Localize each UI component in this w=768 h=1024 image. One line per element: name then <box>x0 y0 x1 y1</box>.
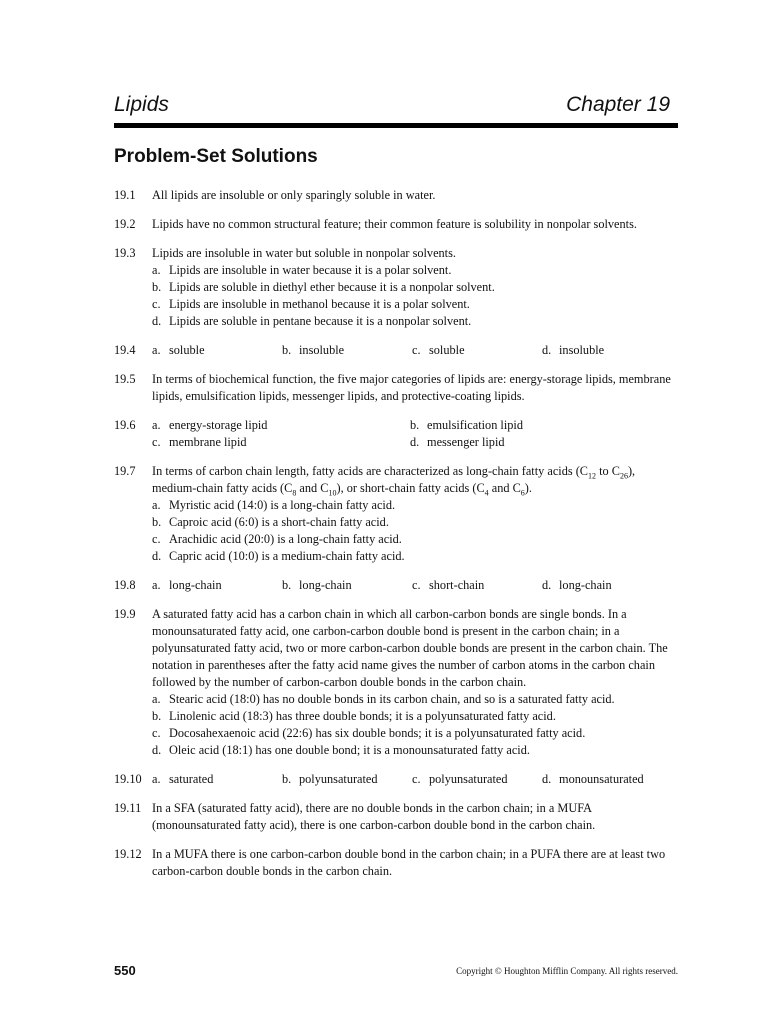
problem-number: 19.8 <box>114 578 136 592</box>
header-rule <box>114 123 678 128</box>
problem-19-9 <box>114 606 678 759</box>
answer-item: a. long-chain <box>152 578 222 592</box>
problem-list <box>114 187 678 892</box>
problem-19-8 <box>114 577 678 594</box>
page-number: 550 <box>114 963 136 978</box>
answer-item: c. short-chain <box>412 578 485 592</box>
answer-item: c. soluble <box>412 343 465 357</box>
answer-item: a. Stearic acid (18:0) has no double bonds in its carbon chain, and so is a saturated fatty acid. <box>152 692 615 706</box>
header-topic: Lipids <box>114 93 169 116</box>
answer-item: b. Linolenic acid (18:3) has three double bonds; it is a polyunsaturated fatty acid. <box>152 709 556 723</box>
problem-text: In a SFA (saturated fatty acid), there are no double bonds in the carbon chain; in a MUFA (monounsaturated fatty acid), there is one carbon-carbon double bond in the carbon chain. <box>152 801 596 832</box>
problem-text: In terms of carbon chain length, fatty acids are characterized as long-chain fatty acids ($C_{12}$ to $C_{26}$), medium-chain fatty acids ($C_8$ and $C_{10}$), or short-chain fatty acids ($C_4$ and $C_6$). <box>152 464 636 498</box>
answer-item: c. Arachidic acid (20:0) is a long-chain fatty acid. <box>152 532 402 546</box>
answer-item: a. soluble <box>152 343 205 357</box>
problem-number: 19.10 <box>114 772 142 786</box>
answer-item: d. Oleic acid (18:1) has one double bond; it is a monounsaturated fatty acid. <box>152 743 530 757</box>
answer-item: c. Docosahexaenoic acid (22:6) has six double bonds; it is a polyunsaturated fatty acid. <box>152 726 586 740</box>
problem-text: In terms of biochemical function, the five major categories of lipids are: energy-storage lipids, membrane lipids, emulsification lipids, messenger lipids, and protective-coating lipids. <box>152 372 671 403</box>
answer-item: b. Caproic acid (6:0) is a short-chain fatty acid. <box>152 515 389 529</box>
problem-number: 19.11 <box>114 801 142 815</box>
answer-item: b. insoluble <box>282 343 345 357</box>
answer-item: d. long-chain <box>542 578 612 592</box>
problem-text: Lipids have no common structural feature; their common feature is solubility in nonpolar solvents. <box>152 217 637 231</box>
problem-19-2 <box>114 216 678 233</box>
problem-number: 19.2 <box>114 217 136 231</box>
problem-number: 19.5 <box>114 372 136 386</box>
problem-text: All lipids are insoluble or only sparingly soluble in water. <box>152 188 436 202</box>
problem-number: 19.3 <box>114 246 136 260</box>
answer-item: a. energy-storage lipid <box>152 418 268 432</box>
problem-number: 19.4 <box>114 343 136 357</box>
problem-19-1 <box>114 187 678 204</box>
answer-item: d. monounsaturated <box>542 772 644 786</box>
answer-item: d. Lipids are soluble in pentane because it is a nonpolar solvent. <box>152 314 472 328</box>
problem-19-10 <box>114 771 678 788</box>
problem-number: 19.1 <box>114 188 136 202</box>
answer-item: a. Myristic acid (14:0) is a long-chain fatty acid. <box>152 498 396 512</box>
answer-item: d. insoluble <box>542 343 605 357</box>
answer-item: d. messenger lipid <box>410 435 505 449</box>
answer-item: d. Capric acid (10:0) is a medium-chain fatty acid. <box>152 549 405 563</box>
problem-19-7 <box>114 463 678 565</box>
answer-item: c. polyunsaturated <box>412 772 508 786</box>
answer-item: a. saturated <box>152 772 214 786</box>
problem-19-11 <box>114 800 678 834</box>
problem-19-6 <box>114 417 678 451</box>
problem-19-12 <box>114 846 678 880</box>
problem-19-3 <box>114 245 678 330</box>
problem-19-4 <box>114 342 678 359</box>
copyright-notice: Copyright © Houghton Mifflin Company. All rights reserved. <box>456 966 678 976</box>
problem-number: 19.12 <box>114 847 142 861</box>
problem-number: 19.9 <box>114 607 136 621</box>
answer-item: b. Lipids are soluble in diethyl ether because it is a nonpolar solvent. <box>152 280 495 294</box>
problem-text: Lipids are insoluble in water but soluble in nonpolar solvents. <box>152 246 456 260</box>
problem-number: 19.7 <box>114 464 136 478</box>
answer-item: b. polyunsaturated <box>282 772 378 786</box>
answer-item: b. emulsification lipid <box>410 418 523 432</box>
page-header <box>114 93 678 123</box>
answer-item: c. membrane lipid <box>152 435 247 449</box>
answer-item: c. Lipids are insoluble in methanol because it is a polar solvent. <box>152 297 470 311</box>
problem-text: In a MUFA there is one carbon-carbon double bond in the carbon chain; in a PUFA there are at least two carbon-carbon double bonds in the carbon chain. <box>152 847 666 878</box>
answer-item: b. long-chain <box>282 578 352 592</box>
header-chapter: Chapter 19 <box>566 93 670 116</box>
problem-number: 19.6 <box>114 418 136 432</box>
problem-text: A saturated fatty acid has a carbon chain in which all carbon-carbon bonds are single bonds. In a monounsaturated fatty acid, one carbon-carbon double bond is present in the carbon chain; in a polyunsaturated fatty acid, two or more carbon-carbon double bonds are present in the carbon chain. The notation in parentheses after the fatty acid name gives the number of carbon atoms in the carbon chain followed by the number of carbon-carbon double bonds in the carbon chain. <box>152 607 668 689</box>
section-title: Problem-Set Solutions <box>114 146 318 167</box>
problem-19-5 <box>114 371 678 405</box>
answer-item: a. Lipids are insoluble in water because it is a polar solvent. <box>152 263 452 277</box>
